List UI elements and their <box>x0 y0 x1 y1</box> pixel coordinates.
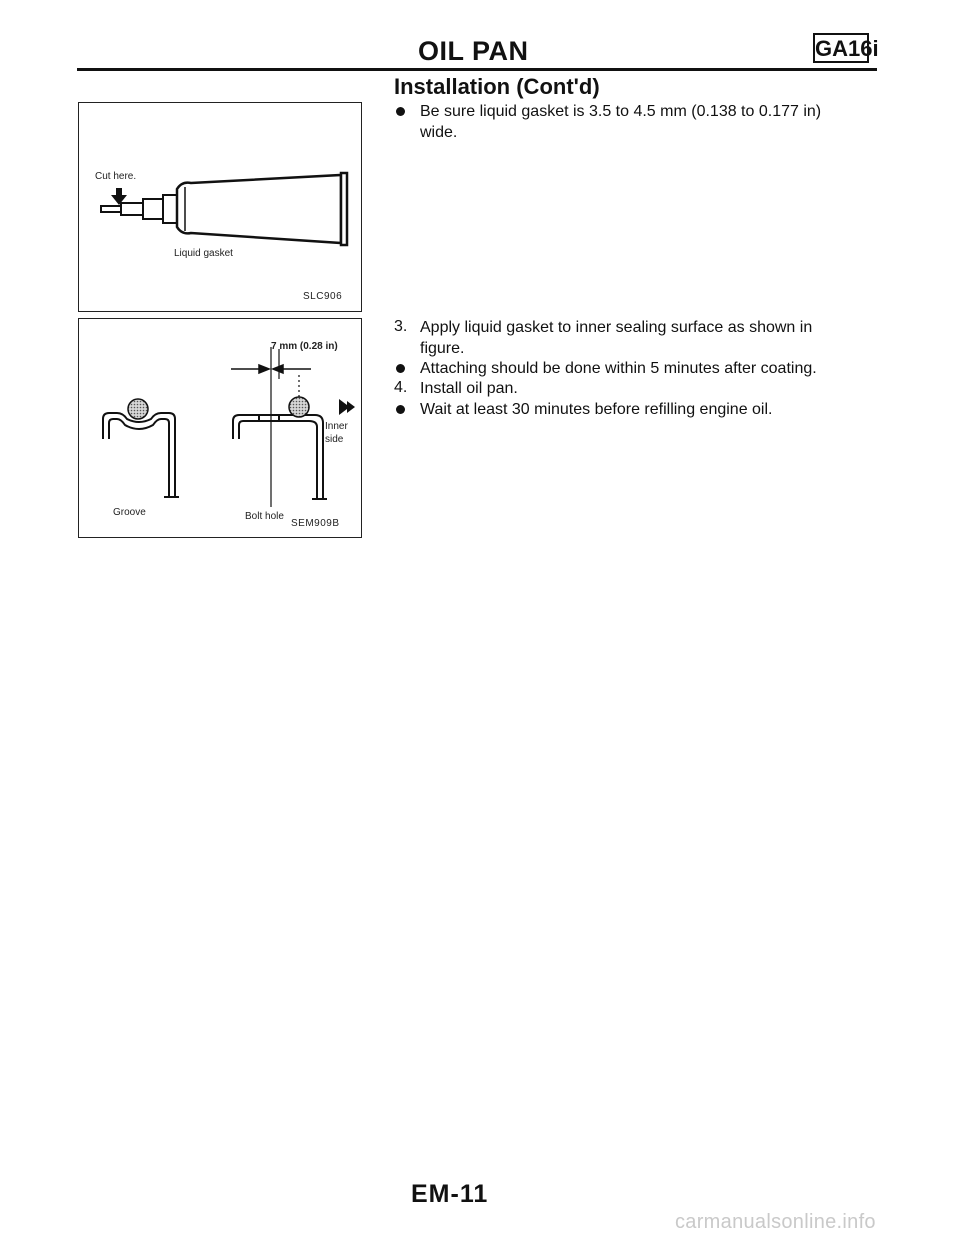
step-number: 3. <box>394 318 408 335</box>
figure-bead-placement <box>78 318 362 538</box>
bullet-text-width-cont: wide. <box>420 124 458 141</box>
bead-illustration <box>79 319 363 539</box>
figure-code: SEM909B <box>291 518 340 529</box>
bullet-icon <box>396 405 405 414</box>
inner-side-arrow-icon <box>339 399 355 415</box>
header-rule <box>77 68 877 71</box>
step-text-install: Install oil pan. <box>420 380 518 397</box>
engine-badge: GA16i <box>813 33 869 63</box>
groove-profile <box>103 413 179 497</box>
tube-illustration <box>79 103 363 313</box>
label-cut-here: Cut here. <box>95 171 137 182</box>
bullet-text-width: Be sure liquid gasket is 3.5 to 4.5 mm (0.138 to 0.177 in) <box>420 103 822 120</box>
label-bolt-hole: Bolt hole <box>245 511 284 522</box>
gasket-bead-bolt <box>289 397 309 417</box>
label-groove: Groove <box>113 507 146 518</box>
watermark: carmanualsonline.info <box>675 1211 876 1233</box>
step-text-apply: Apply liquid gasket to inner sealing surface as shown in <box>420 319 813 336</box>
section-heading: Installation (Cont'd) <box>394 74 600 99</box>
dimension-label: 7 mm (0.28 in) <box>271 341 338 352</box>
gasket-bead-groove <box>128 399 148 419</box>
bullet-text-wait: Wait at least 30 minutes before refilling engine oil. <box>420 401 773 418</box>
label-inner: Inner <box>325 421 348 432</box>
tube-nozzle <box>101 195 177 223</box>
tube-body <box>177 175 341 243</box>
bullet-text-attaching: Attaching should be done within 5 minutes after coating. <box>420 360 817 377</box>
label-side: side <box>325 434 344 445</box>
page-title: OIL PAN <box>418 36 529 66</box>
step-number: 4. <box>394 379 408 396</box>
label-liquid-gasket: Liquid gasket <box>174 248 233 259</box>
step-text-apply-cont: figure. <box>420 340 465 357</box>
bullet-icon <box>396 364 405 373</box>
tube-crimp <box>341 173 347 245</box>
figure-code: SLC906 <box>303 291 343 302</box>
bullet-icon <box>396 107 405 116</box>
figure-gasket-tube <box>78 102 362 312</box>
bolt-hole-profile <box>233 415 327 499</box>
page-number: EM-11 <box>411 1180 489 1208</box>
